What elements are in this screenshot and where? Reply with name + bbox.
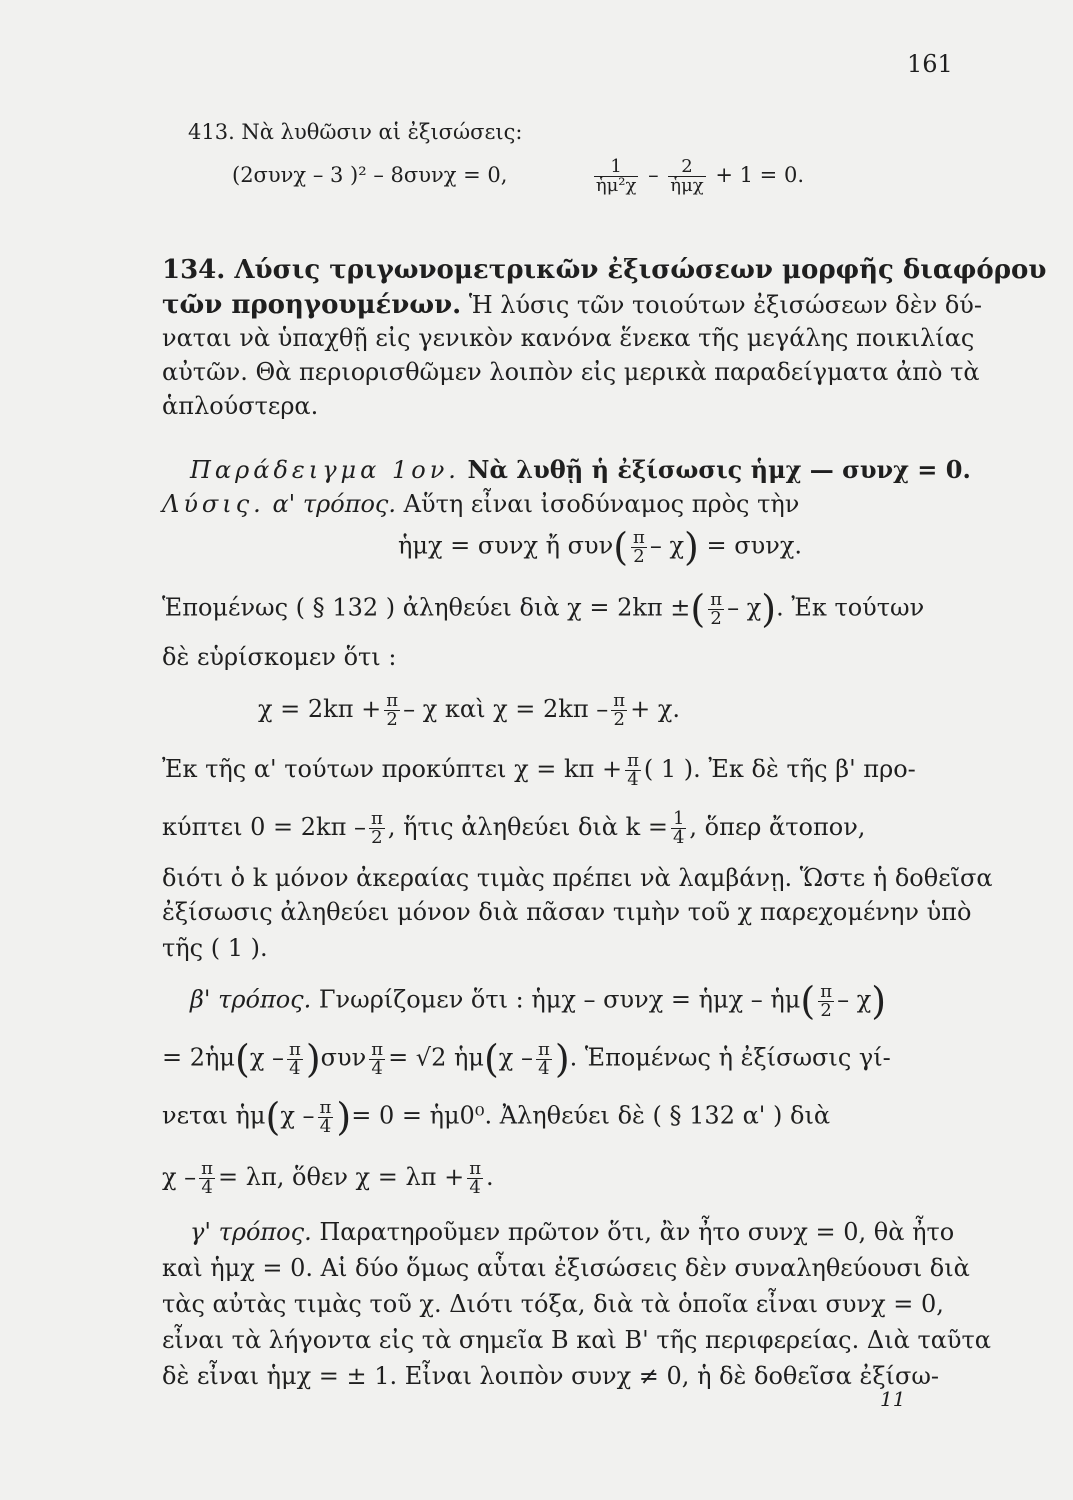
fraction: $\frac{1}{\text{ἡμ²χ}}$ xyxy=(595,156,637,196)
text-line: δὲ εὑρίσκομεν ὅτι : xyxy=(162,643,397,671)
method-c-line: γ' τρόπος. Παρατηροῦμεν πρῶτον ὅτι, ἂν ἦτο συνχ = 0, θὰ ἦτο xyxy=(190,1218,955,1246)
example-title: Παράδειγμα 1ον. Νὰ λυθῇ ἡ ἐξίσωσις ἡμχ — συνχ = 0. xyxy=(190,455,971,484)
text-line: διότι ὁ k μόνον ἀκεραίας τιμὰς πρέπει νὰ λαμβάνῃ. Ὥστε ἡ δοθεῖσα xyxy=(162,864,993,892)
page-number: 161 xyxy=(907,50,953,78)
text-line: Ἐκ τῆς α' τούτων προκύπτει χ = kπ + $\frac{\pi}{4}$ ( 1 ). Ἐκ δὲ τῆς β' προ- xyxy=(162,750,916,790)
exercise-intro: 413. Νὰ λυθῶσιν αἱ ἐξισώσεις: xyxy=(188,120,523,144)
section-heading: 134. Λύσις τριγωνομετρικῶν ἐξισώσεων μορφῆς διαφόρου xyxy=(162,255,1047,285)
section-text: τῶν προηγουμένων. Ἡ λύσις τῶν τοιούτων ἐξισώσεων δὲν δύ- xyxy=(162,290,982,320)
method-b-line: νεται ἡμ(χ – $\frac{\pi}{4}$ )= 0 = ἡμ0⁰. Ἀληθεύει δὲ ( § 132 α' ) διὰ xyxy=(162,1095,831,1139)
method-c-line: καὶ ἡμχ = 0. Αἱ δύο ὅμως αὗται ἐξισώσεις δὲν συναληθεύουσι διὰ xyxy=(162,1254,970,1282)
fraction: $\frac{2}{\text{ἡμχ}}$ xyxy=(670,156,704,196)
solution-line: Λύσις. α' τρόπος. Αὕτη εἶναι ἰσοδύναμος πρὸς τὴν xyxy=(162,490,800,518)
method-c-line: εἶναι τὰ λήγοντα εἰς τὰ σημεῖα Β καὶ Β' τῆς περιφερείας. Διὰ ταῦτα xyxy=(162,1326,992,1354)
section-text: αὐτῶν. Θὰ περιορισθῶμεν λοιπὸν εἰς μερικὰ παραδείγματα ἀπὸ τὰ xyxy=(162,358,980,386)
method-b-line: = 2ἡμ(χ – $\frac{\pi}{4}$ )συν $\frac{\pi}{4}$ = √2 ἡμ(χ – $\frac{\pi}{4}$ ). Ἑπομένως ἡ ἐξίσωσις γί- xyxy=(162,1037,891,1081)
section-text: ναται νὰ ὑπαχθῇ εἰς γενικὸν κανόνα ἕνεκα τῆς μεγάλης ποικιλίας xyxy=(162,324,975,352)
solutions-line: χ = 2kπ + $\frac{\pi}{2}$ – χ καὶ χ = 2kπ – $\frac{\pi}{2}$ + χ. xyxy=(258,690,681,730)
method-b-line: β' τρόπος. Γνωρίζομεν ὅτι : ἡμχ – συνχ = ἡμχ – ἡμ( $\frac{\pi}{2}$ – χ) xyxy=(190,979,887,1023)
equation-line: ἡμχ = συνχ ἤ συν( $\frac{\pi}{2}$ – χ) = συνχ. xyxy=(398,525,802,569)
text-line: ἐξίσωσις ἀληθεύει μόνον διὰ πᾶσαν τιμὴν τοῦ χ παρεχομένην ὑπὸ xyxy=(162,898,972,926)
method-b-line: χ – $\frac{\pi}{4}$ = λπ, ὅθεν χ = λπ + $\frac{\pi}{4}$ . xyxy=(162,1158,494,1198)
section-text: ἁπλούστερα. xyxy=(162,392,319,420)
exercise-equations: (2συνχ – 3 )² – 8συνχ = 0, $\frac{1}{\text{ἡμ²χ}}$ – $\frac{2}{\text{ἡμχ}}$ + 1 = 0. xyxy=(232,156,804,196)
equation-1: (2συνχ – 3 )² – 8συνχ = 0, xyxy=(232,163,508,187)
method-c-line: δὲ εἶναι ἡμχ = ± 1. Εἶναι λοιπὸν συνχ ≠ 0, ἡ δὲ δοθεῖσα ἐξίσω- xyxy=(162,1362,940,1390)
consequence-line: Ἑπομένως ( § 132 ) ἀληθεύει διὰ χ = 2kπ ±( $\frac{\pi}{2}$ – χ). Ἐκ τούτων xyxy=(162,587,925,631)
text-line: τῆς ( 1 ). xyxy=(162,934,268,962)
method-c-line: τὰς αὐτὰς τιμὰς τοῦ χ. Διότι τόξα, διὰ τὰ ὁποῖα εἶναι συνχ = 0, xyxy=(162,1290,944,1318)
signature-mark: 11 xyxy=(880,1387,906,1411)
text-line: κύπτει 0 = 2kπ – $\frac{\pi}{2}$ , ἥτις ἀληθεύει διὰ k = $\frac{1}{4}$ , ὅπερ ἄτοπον, xyxy=(162,808,866,848)
